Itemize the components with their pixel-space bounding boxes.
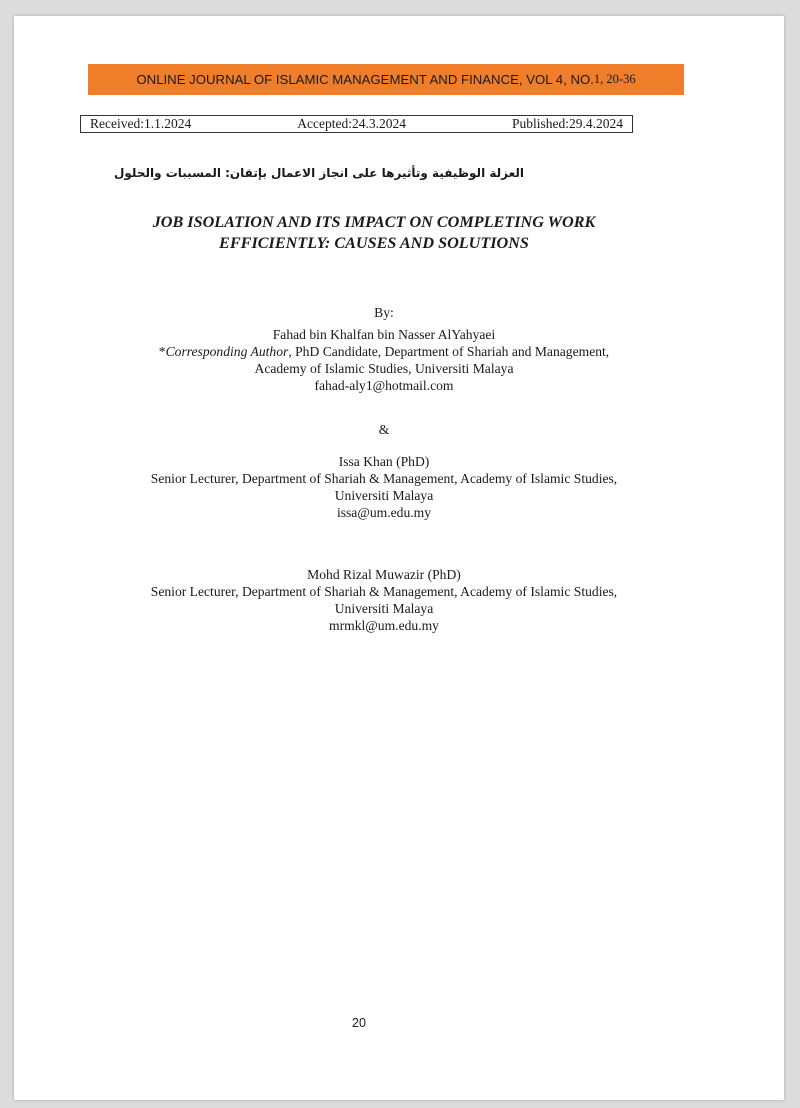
author-2-name: Issa Khan (PhD): [338, 454, 430, 469]
author-1-affiliation: [54, 343, 714, 360]
corresponding-marker: *: [158, 344, 166, 359]
received-date: Received:1.1.2024: [90, 116, 192, 131]
journal-issue-pages: 1, 20-36: [593, 72, 636, 86]
author-block-2: [54, 453, 714, 521]
author-block-3: [54, 566, 714, 634]
author-2-affiliation-line-2: Universiti Malaya: [334, 488, 434, 503]
author-2-email: issa@um.edu.my: [336, 505, 432, 520]
separator: &: [378, 422, 390, 437]
english-title-line-1: JOB ISOLATION AND ITS IMPACT ON COMPLETING WORK: [152, 213, 596, 231]
dates-box: [80, 115, 633, 133]
author-3-name: Mohd Rizal Muwazir (PhD): [307, 567, 461, 582]
author-3-affiliation-line-2: Universiti Malaya: [334, 601, 434, 616]
document-page: [14, 16, 784, 1100]
author-1-affiliation-line-2: Academy of Islamic Studies, Universiti Malaya: [254, 361, 514, 376]
by-label: By:: [374, 305, 394, 320]
journal-header-banner: [88, 64, 684, 95]
author-3-affiliation-line-1: Senior Lecturer, Department of Shariah & Management, Academy of Islamic Studies,: [150, 584, 618, 599]
page-number: 20: [352, 1016, 366, 1030]
accepted-date: Accepted:24.3.2024: [297, 116, 406, 131]
journal-title: ONLINE JOURNAL OF ISLAMIC MANAGEMENT AND FINANCE, VOL 4, NO.: [136, 72, 594, 87]
author-1-affiliation-rest: , PhD Candidate, Department of Shariah and Management,: [288, 344, 610, 359]
author-1-name: Fahad bin Khalfan bin Nasser AlYahyaei: [272, 327, 496, 342]
corresponding-author-label: Corresponding Author: [165, 344, 289, 359]
published-date: Published:29.4.2024: [511, 116, 623, 131]
author-1-email: fahad-aly1@hotmail.com: [314, 378, 454, 393]
author-3-email: mrmkl@um.edu.my: [329, 618, 439, 633]
arabic-title: العزلة الوظيفية وتأثيرها على انجاز الاعمال بإتقان: المسببات والحلول: [113, 166, 524, 180]
author-block-1: [54, 304, 714, 394]
english-title: [74, 212, 674, 254]
author-2-affiliation-line-1: Senior Lecturer, Department of Shariah & Management, Academy of Islamic Studies,: [150, 471, 618, 486]
english-title-line-2: EFFICIENTLY: CAUSES AND SOLUTIONS: [219, 234, 529, 252]
